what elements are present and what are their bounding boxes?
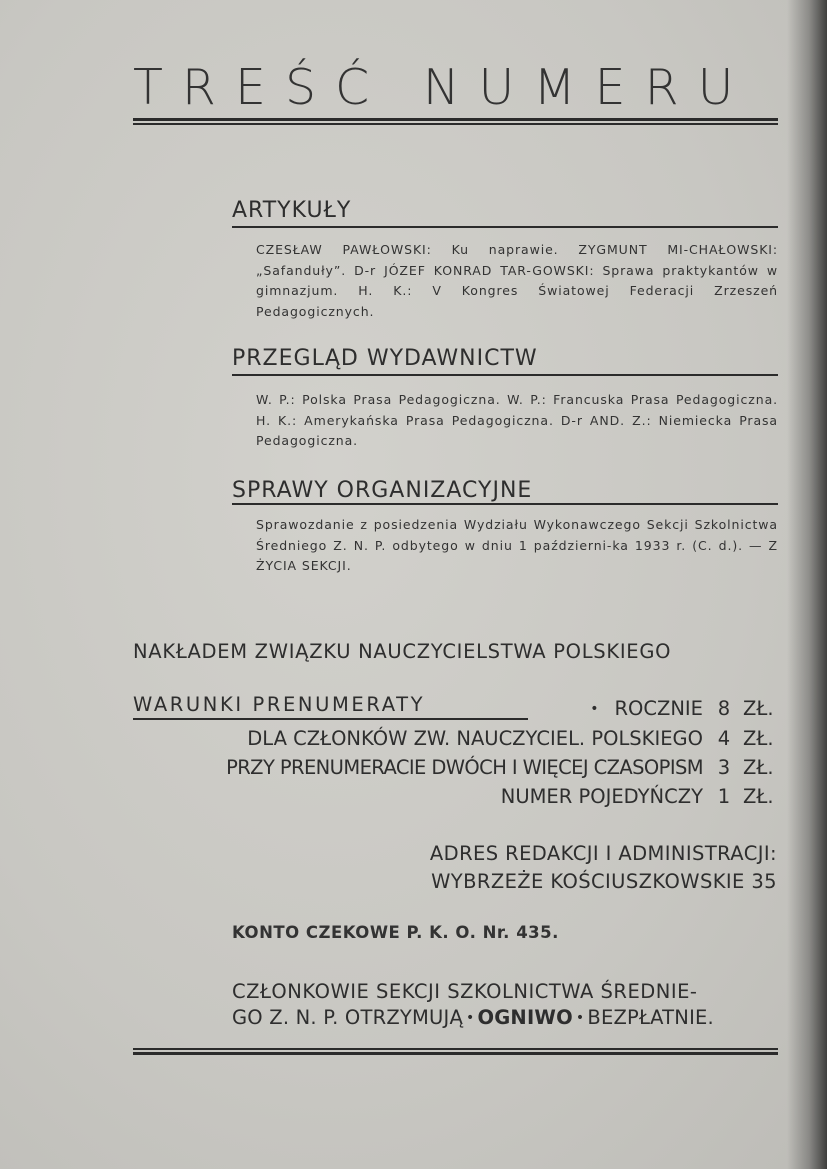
section-rule bbox=[232, 503, 778, 505]
subscription-price: 1 bbox=[717, 785, 731, 808]
section-body-przeglad: W. P.: Polska Prasa Pedagogiczna. W. P.: Francuska Prasa Pedagogiczna. H. K.: Amerykańska Prasa Pedagogiczna. D-r AND. Z.: Niemiecka Prasa Pedagogiczna. bbox=[256, 392, 778, 448]
bottom-rule-top bbox=[133, 1048, 778, 1050]
section-heading-sprawy: SPRAWY ORGANIZACYJNE bbox=[232, 478, 533, 503]
title-rule-top bbox=[133, 118, 778, 121]
bullet-icon: • bbox=[590, 701, 599, 717]
subscription-row bbox=[247, 727, 777, 750]
subscription-currency: ZŁ. bbox=[743, 697, 774, 720]
bottom-rule-bottom bbox=[133, 1052, 778, 1055]
section-heading-artykuly: ARTYKUŁY bbox=[232, 198, 352, 223]
section-rule bbox=[232, 374, 778, 376]
subscription-row bbox=[226, 756, 777, 779]
bank-account: KONTO CZEKOWE P. K. O. Nr. 435. bbox=[232, 923, 559, 942]
subscription-label: NUMER POJEDYŃCZY bbox=[500, 785, 703, 808]
subscription-label: PRZY PRENUMERACIE DWÓCH I WIĘCEJ CZASOPISM bbox=[226, 756, 703, 779]
members-text-end: BEZPŁATNIE. bbox=[587, 1006, 714, 1029]
members-line-1: CZŁONKOWIE SEKCJI SZKOLNICTWA ŚREDNIE- bbox=[232, 980, 698, 1003]
journal-name: OGNIWO bbox=[477, 1006, 573, 1029]
subscription-price: 4 bbox=[717, 727, 731, 750]
subscription-price: 3 bbox=[717, 756, 731, 779]
page-title: TREŚĆ NUMERU bbox=[133, 59, 753, 116]
subscription-currency: ZŁ. bbox=[743, 727, 774, 750]
publisher-line: NAKŁADEM ZWIĄZKU NAUCZYCIELSTWA POLSKIEGO bbox=[133, 640, 672, 663]
title-rule-bottom bbox=[133, 123, 778, 125]
page-edge-shadow bbox=[787, 0, 827, 1169]
subscription-price: 8 bbox=[717, 697, 731, 720]
address-line-1: ADRES REDAKCJI I ADMINISTRACJI: bbox=[429, 842, 777, 865]
subscription-heading-underline bbox=[133, 718, 528, 720]
subscription-label: ROCZNIE bbox=[614, 697, 703, 720]
subscription-row bbox=[590, 697, 777, 720]
subscription-heading: WARUNKI PRENUMERATY bbox=[133, 693, 426, 716]
subscription-currency: ZŁ. bbox=[743, 785, 774, 808]
address-line-2: WYBRZEŻE KOŚCIUSZKOWSKIE 35 bbox=[431, 870, 777, 893]
section-rule bbox=[232, 226, 778, 228]
section-heading-przeglad: PRZEGLĄD WYDAWNICTW bbox=[232, 346, 538, 371]
members-line-2 bbox=[232, 1006, 778, 1029]
members-text-start: GO Z. N. P. OTRZYMUJĄ bbox=[232, 1006, 463, 1029]
section-body-sprawy: Sprawozdanie z posiedzenia Wydziału Wykonawczego Sekcji Szkolnictwa Średniego Z. N. P. odbytego w dniu 1 październi-ka 1933 r. (C. d.). — Z ŻYCIA SEKCJI. bbox=[256, 517, 778, 573]
subscription-currency: ZŁ. bbox=[743, 756, 774, 779]
section-body-artykuly: CZESŁAW PAWŁOWSKI: Ku naprawie. ZYGMUNT MI-CHAŁOWSKI: „Safanduły”. D-r JÓZEF KONRAD TAR-GOWSKI: Sprawa praktykantów w gimnazjum. H. K.: V Kongres Światowej Federacji Zrzeszeń Pedagogicznych. bbox=[256, 242, 778, 319]
bullet-icon: • bbox=[465, 1010, 475, 1026]
subscription-row bbox=[501, 785, 777, 808]
subscription-label: DLA CZŁONKÓW ZW. NAUCZYCIEL. POLSKIEGO bbox=[247, 727, 703, 750]
bullet-icon: • bbox=[575, 1010, 585, 1026]
